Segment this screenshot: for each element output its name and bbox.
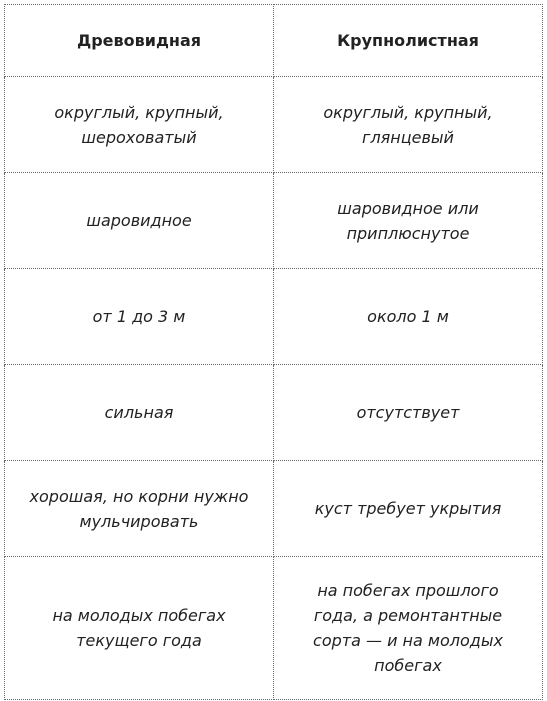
cell-text: на побегах прошлого года, а ремонтантные сорта — и на молодых побегах [313, 581, 503, 675]
header-row [5, 5, 543, 77]
table-row [5, 365, 543, 461]
table-row [5, 77, 543, 173]
table-cell [5, 461, 274, 557]
table-cell [274, 269, 543, 365]
table-cell [5, 173, 274, 269]
cell-text: от 1 до 3 м [92, 307, 186, 326]
cell-text: хорошая, но корни нужно мульчировать [29, 486, 249, 531]
table-cell [5, 269, 274, 365]
table-row [5, 269, 543, 365]
cell-text: сильная [104, 403, 174, 422]
cell-text: шаровидное или приплюснутое [337, 198, 479, 243]
table-cell [274, 77, 543, 173]
header-cell-bigleaf: Крупнолистная [274, 5, 543, 77]
comparison-table [4, 4, 543, 700]
table-cell [274, 461, 543, 557]
cell-text: округлый, крупный, шероховатый [54, 102, 224, 147]
header-cell-tree: Древовидная [5, 5, 274, 77]
table-row [5, 557, 543, 700]
table-cell [274, 173, 543, 269]
table-row [5, 173, 543, 269]
cell-text: отсутствует [356, 403, 460, 422]
cell-text: округлый, крупный, глянцевый [323, 102, 493, 147]
table-row [5, 461, 543, 557]
table-cell [5, 77, 274, 173]
table-cell [5, 365, 274, 461]
cell-text: шаровидное [86, 211, 192, 230]
table-cell [274, 365, 543, 461]
table-cell [5, 557, 274, 700]
cell-text: на молодых побегах текущего года [52, 606, 226, 650]
table-cell [274, 557, 543, 700]
cell-text: около 1 м [367, 307, 449, 326]
cell-text: куст требует укрытия [314, 499, 502, 518]
